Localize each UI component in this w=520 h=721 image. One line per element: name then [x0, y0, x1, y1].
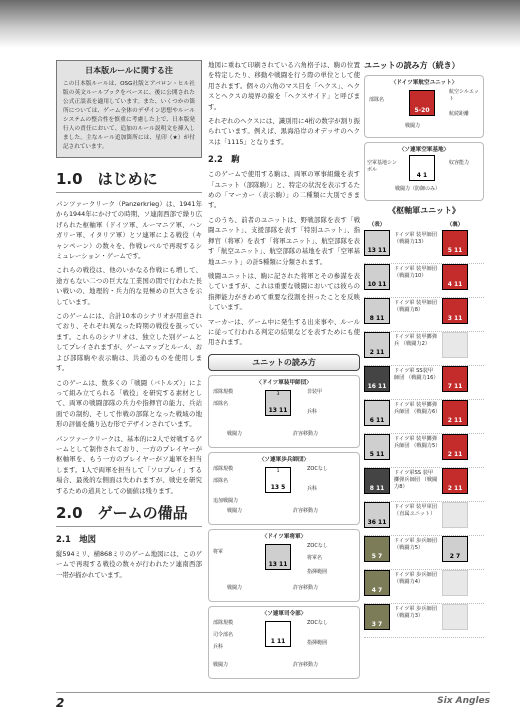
diagram-label: 部隊名: [369, 97, 385, 103]
unit-description: ドイツ軍 歩兵師団 （戦闘力5）: [394, 538, 437, 551]
airbase-counter: [409, 155, 435, 181]
unit-counter-back: [442, 502, 468, 528]
note-text: この日本版ルールは、OSG社版とアバロン・ヒル社版の英文ルールブックをベースに、後に公開された公式正誤表を適用しています。また、いくつかの箇所については、ゲーム全体のデザイン思想やルールシステムの整合性を慎重に考慮した上で、日本版発行人の責任において、追加のルール説明文を挿入しました。主なルール追加箇所には、星印（★）が付記されています。: [63, 81, 195, 150]
unit-row: [364, 332, 484, 366]
counter-values: 13 11: [268, 406, 288, 414]
counter-values: 1 11: [270, 637, 286, 645]
diagram-label: 司令部名: [213, 631, 234, 638]
air-counter: [409, 90, 435, 116]
unit-counter-front: [364, 502, 390, 528]
counter-values: 6 11: [369, 417, 385, 424]
diagram-label: 許容移動力: [293, 584, 319, 591]
unit-reading-continued-title: ユニットの読み方（続き）: [364, 61, 460, 70]
diagram-label: 収容能力: [449, 160, 470, 166]
unit-row: [364, 230, 484, 264]
counter-values: 8 11: [369, 315, 385, 322]
column-middle: [208, 60, 360, 683]
unit-description: ドイツ軍 装甲擲弾兵師団 （戦闘力6）: [394, 402, 441, 415]
unit-row: [364, 502, 484, 536]
diagram-label: 兵科: [213, 643, 224, 650]
diagram-label: 戦闘力: [227, 430, 243, 437]
paragraph: このゲームには、合計10本のシナリオが用意されており、それぞれ異なった時期の戦役を扱っています。これらのシナリオは、独立した別ゲームとしてプレイされますが、ゲームマップとルール、および部隊駒や表示駒は、共通のものを使用します。: [56, 312, 202, 373]
counter-values: 2 11: [447, 417, 463, 424]
paragraph: 戦闘ユニットは、駒に記された将軍とその参謀を表していますが、これは重要な戦闘においては彼らの指揮能力がきわめて重要な役割を担ったことを反映しています。: [208, 271, 360, 312]
paragraph: パンツァークリーク（Panzerkrieg）は、1941年から1944年にかけての時期、ソ連南西部で繰り広げられた枢軸軍（ドイツ軍、ルーマニア軍、ハンガリー軍、イタリア軍）とソ連軍による戦役（キャンペーン）の数々を、作戦レベルで再現するシミュレーション・ゲームです。: [56, 200, 202, 261]
diagram-soviet-airbase: [364, 142, 484, 201]
unit-counter-back: [442, 536, 468, 562]
diagram-label: 追加戦闘力: [213, 497, 239, 504]
section-1-title: 1.0 はじめに: [56, 168, 202, 193]
counter-values: 36 11: [367, 519, 387, 526]
diagram-label: 戦闘力: [227, 507, 243, 514]
subsection-2-1-title: 2.1 地図: [56, 533, 96, 544]
unit-counter-front: [364, 332, 390, 358]
counter-values: 13 11: [268, 560, 288, 568]
unit-counter: [265, 467, 291, 493]
unit-counter-front: [364, 400, 390, 426]
column-left: [56, 60, 202, 584]
counter-values: 5 7: [371, 553, 383, 560]
diagram-label: 将軍名: [307, 554, 323, 561]
diagram-label: 将軍: [213, 548, 224, 555]
diagram-soviet-hq: [208, 606, 360, 679]
unit-table-header: [364, 220, 484, 228]
diagram-caption: 〈ソ連軍空軍基地〉: [398, 147, 450, 153]
unit-counter-front: [364, 366, 390, 392]
diagram-label: ZOCなし: [307, 542, 328, 549]
unit-description: ドイツ軍 装甲師団 （戦闘力8）: [394, 300, 437, 313]
unit-counter-front: [364, 468, 390, 494]
unit-description: ドイツ軍SS 装甲擲弾兵師団 （戦闘力8）: [394, 470, 438, 490]
diagram-caption: 〈ドイツ軍装甲師団〉: [256, 379, 312, 386]
diagram-label: 戦闘力: [213, 661, 229, 668]
unit-row: [364, 468, 484, 502]
paragraph: 縦594ミリ、横868ミリのゲーム地図には、このゲームで再現する戦役の数々が行われたソ連南西部一帯が描かれています。: [56, 549, 202, 579]
diagram-soviet-infantry: [208, 452, 360, 525]
paragraph: このゲームで使用する駒は、両軍の軍事組織を表す「ユニット（部隊駒）」と、特定の状況を表示するための「マーカー（表示駒）」の二種類に大別できます。: [208, 170, 360, 210]
unit-description: ドイツ軍 装甲師団 （戦闘力10）: [394, 266, 437, 279]
diagram-label: 指揮範囲: [307, 639, 328, 646]
unit-counter-front: [364, 264, 390, 290]
unit-row: [364, 400, 484, 434]
paragraph: これらの戦役は、他のいかなる作戦にも増して、途方もない二つの巨大な工業国の間で行われた長い戦いの、地理的・兵力的な見極めの巨大さを示しています。: [56, 266, 202, 306]
diagram-label: 許容移動力: [293, 430, 319, 437]
diagram-label: 指揮範囲: [307, 568, 328, 575]
footer-brand: Six Angles: [437, 696, 490, 706]
diagram-label: ZOCなし: [307, 619, 328, 626]
counter-values: 4 11: [447, 281, 463, 288]
unit-counter-front: [364, 604, 390, 630]
diagram-label: 戦闘力（防御のみ）: [395, 186, 441, 192]
unit-counter-front: [364, 230, 390, 256]
paragraph: このうち、前者のユニットは、野戦部隊を表す「戦闘ユニット」、支援部隊を表す「特別ユニット」、指揮官（将軍）を表す「将軍ユニット」、航空部隊を表す「航空ユニット」、航空部隊の基地を表す「空軍基地ユニット」の計5種類に分類されます。: [208, 215, 360, 266]
general-counter: [265, 544, 291, 570]
unit-counter-back: [442, 366, 468, 392]
page-number: 2: [56, 696, 65, 710]
subsection-2-2-title: 2.2 駒: [208, 154, 240, 165]
unit-counter-back: [442, 332, 468, 358]
counter-values: 16 11: [367, 383, 387, 390]
paragraph: このゲームは、数多くの「戦闘（バトルズ）」によって組み立てられる「戦役」を研究する素材として、両軍の戦闘部隊の兵力や指揮官の能力、兵站面での制約、そして作戦の部隊となった戦域の地形の評価を織り込む形でデザインされています。: [56, 378, 202, 429]
hq-counter: [265, 621, 291, 647]
unit-counter-back: [442, 264, 468, 290]
paragraph: それぞれのヘクスには、識別用に4桁の数字が割り振られています。例えば、黒海沿岸のオデッサのヘクスは「1115」となります。: [208, 117, 360, 146]
note-title: 日本版ルールに関する注: [85, 66, 173, 75]
axis-unit-list: [364, 230, 484, 638]
paragraph: パンツァークリークは、基本的に2人で対戦するゲームとして制作されており、一方のプレイヤーが枢軸軍を、もう一方のプレイヤーがソ連軍を担当します。1人で両軍を担当して「ソロプレイ」する場合、最後的な側面は失われますが、戦史を研究するための道具としての価値は残ります。: [56, 434, 202, 495]
unit-row: [364, 434, 484, 468]
diagram-label: 兵科: [307, 408, 318, 415]
diagram-label: 許容移動力: [293, 661, 319, 668]
counter-values: 3 11: [447, 315, 463, 322]
section-2-title: 2.0 ゲームの備品: [56, 502, 202, 527]
unit-counter-front: [364, 570, 390, 596]
diagram-label: 部隊名: [213, 477, 229, 484]
note-box: [56, 60, 202, 158]
unit-counter-back: [442, 298, 468, 324]
unit-description: ドイツ軍 装甲師団 （戦闘力13）: [394, 232, 437, 245]
unit-counter-back: [442, 604, 468, 630]
counter-values: 2 7: [449, 553, 461, 560]
paragraph: マーカーは、ゲーム中に発生する出来事や、ルールに従って行われる判定の結果などを表すためにも使用されます。: [208, 317, 360, 347]
counter-values: 2 11: [369, 349, 385, 356]
counter-values: 5-20: [414, 107, 430, 114]
unit-row: [364, 264, 484, 298]
counter-values: 7 11: [447, 383, 463, 390]
diagram-label: 部隊規模: [213, 619, 234, 626]
unit-counter-back: [442, 230, 468, 256]
unit-description: ドイツ軍 装甲軍団 （直属ユニット）: [394, 504, 437, 517]
footer-rule: [56, 692, 490, 693]
diagram-label: 戦闘力: [405, 123, 421, 129]
header-front: （表）: [368, 222, 386, 228]
counter-values: 4 7: [371, 587, 383, 594]
unit-counter-back: [442, 400, 468, 426]
counter-values: 13 11: [367, 247, 387, 254]
unit-description: ドイツ軍 歩兵師団 （戦闘力4）: [394, 572, 437, 585]
page-header-band: [0, 0, 520, 48]
counter-values: 2 11: [447, 451, 463, 458]
counter-values: 2 11: [447, 485, 463, 492]
unit-reading-title: ユニットの読み方: [208, 354, 360, 371]
unit-counter-front: [364, 536, 390, 562]
unit-counter: [265, 390, 291, 416]
diagram-caption: 〈ソ連軍司令部〉: [261, 610, 307, 617]
unit-counter-back: [442, 570, 468, 596]
unit-counter-front: [364, 434, 390, 460]
diagram-label: 部隊規模: [213, 465, 234, 472]
paragraph: 地図に重ねて印刷されている六角格子は、駒の位置を特定したり、移動や戦闘を行う際の単位として使用されます。個々の六角のマス目を「ヘクス」、ヘクスとヘクスの境界の線を「ヘクスサイド」と呼びます。: [208, 61, 360, 111]
header-back: （裏）: [446, 222, 464, 228]
diagram-label: 空軍基地シンボル: [367, 160, 397, 173]
counter-values: 8 11: [369, 485, 385, 492]
counter-values: 5 11: [369, 451, 385, 458]
axis-units-title: 《枢軸軍ユニット》: [388, 206, 460, 215]
unit-row: [364, 604, 484, 638]
counter-name: 3: [276, 391, 280, 397]
diagram-label: 戦闘力: [227, 584, 243, 591]
unit-row: [364, 570, 484, 604]
unit-row: [364, 536, 484, 570]
unit-counter-back: [442, 468, 468, 494]
unit-row: [364, 366, 484, 400]
diagram-german-panzer: [208, 375, 360, 448]
diagram-label: 航続距離: [449, 111, 470, 117]
diagram-label: 非装甲: [307, 388, 323, 395]
diagram-label: 部隊規模: [213, 388, 234, 395]
column-right: [364, 60, 484, 638]
counter-values: 3 7: [371, 621, 383, 628]
diagram-label: 許容移動力: [293, 507, 319, 514]
unit-description: ドイツ軍 装甲擲弾兵 （戦闘力2）: [394, 334, 437, 347]
counter-values: 4 1: [416, 172, 428, 179]
diagram-label: ZOCなし: [307, 465, 328, 472]
diagram-label: 部隊名: [213, 400, 229, 407]
unit-row: [364, 298, 484, 332]
diagram-caption: 〈ドイツ軍将軍〉: [261, 533, 307, 540]
diagram-german-air: [364, 75, 484, 138]
diagram-caption: 〈ソ連軍歩兵師団〉: [258, 456, 310, 463]
diagram-label: 兵科: [307, 485, 318, 492]
diagram-caption: 〈ドイツ軍航空ユニット〉: [390, 80, 458, 86]
unit-description: ドイツ軍 SS装甲師団 （戦闘力16）: [394, 368, 439, 381]
counter-values: 10 11: [367, 281, 387, 288]
unit-counter-front: [364, 298, 390, 324]
unit-description: ドイツ軍 歩兵師団 （戦闘力3）: [394, 606, 437, 619]
diagram-label: 航空シルエット: [449, 89, 479, 102]
unit-counter-back: [442, 434, 468, 460]
counter-name: 1: [276, 468, 280, 474]
unit-description: ドイツ軍 装甲擲弾兵師団 （戦闘力5）: [394, 436, 441, 449]
diagram-german-general: [208, 529, 360, 602]
counter-values: 13 5: [270, 483, 286, 491]
counter-values: 5 11: [447, 247, 463, 254]
